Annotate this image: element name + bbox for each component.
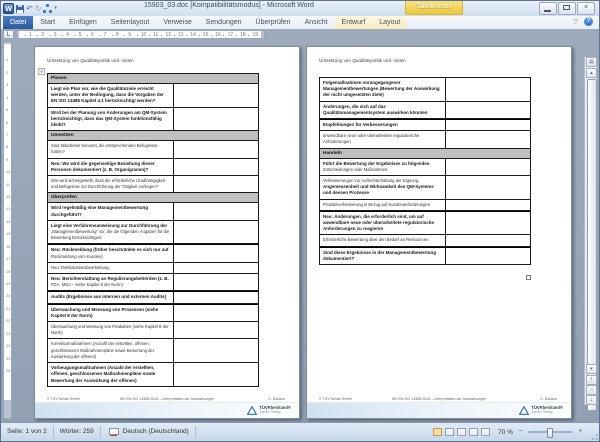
zoom-slider[interactable] <box>528 431 573 433</box>
question-cell[interactable]: Verbesserungen zur Aufrechterhaltung der Eignung, Angemessenheit und Wirksamkeit des QM-Systems und dessen Prozesse <box>320 176 446 199</box>
word-count[interactable]: Wörter: 259 <box>54 426 101 438</box>
table-row <box>48 108 258 132</box>
redo-icon[interactable]: ↻ <box>34 4 42 13</box>
word-logo-icon[interactable]: W <box>3 3 14 14</box>
tab-einfuegen[interactable]: Einfügen <box>69 19 97 26</box>
minimize-button[interactable] <box>539 2 557 15</box>
question-cell[interactable]: Empfehlungen für Verbesserungen <box>320 120 446 130</box>
table-row <box>48 291 258 303</box>
answer-cell[interactable] <box>174 305 258 321</box>
web-layout-view-icon[interactable] <box>457 428 466 436</box>
table-row <box>48 84 258 108</box>
tab-layout[interactable]: Layout <box>372 16 407 29</box>
answer-cell[interactable] <box>174 292 258 302</box>
select-browse-object-icon[interactable]: ○ <box>586 385 597 395</box>
answer-cell[interactable] <box>174 263 258 273</box>
answer-cell[interactable] <box>446 131 530 147</box>
draft-view-icon[interactable] <box>481 428 490 436</box>
answer-cell[interactable] <box>446 200 530 210</box>
page-header-text: Umsetzung von Qualitätspolitik und -zielen <box>47 58 134 63</box>
table-row <box>48 363 258 386</box>
question-cell[interactable]: Vorbeugungsmaßnahmen (Anzahl der erstellten, offenen, geschlossenen Maßnahmenpläne sowie Bewertung der Auswirkung der offenen) <box>48 363 174 386</box>
print-layout-view-icon[interactable] <box>433 428 442 436</box>
table-section-header[interactable]: Umsetzen <box>48 131 258 141</box>
tab-selector-button[interactable]: L <box>3 30 14 39</box>
table-section-header[interactable]: Planen <box>48 74 258 84</box>
table-section-header[interactable]: Überprüfen <box>48 193 258 203</box>
language-indicator[interactable]: Deutsch (Deutschland) <box>122 428 189 435</box>
table-row <box>48 304 258 322</box>
answer-cell[interactable] <box>174 221 258 244</box>
question-cell[interactable]: Führt die Bewertung der Ergebnisse zu folgenden Entscheidungen oder Maßnahmen: <box>320 159 446 175</box>
outline-view-icon[interactable] <box>469 428 478 436</box>
table-row <box>320 131 530 148</box>
tuv-triangle-icon <box>247 406 257 415</box>
question-cell[interactable]: Korrekturmaßnahmen (Anzahl der erstellten, offenen, geschlossenen Maßnahmenpläne sowie Bewertung der Auswirkung der offenen) <box>48 339 174 362</box>
answer-cell[interactable] <box>174 203 258 219</box>
footer-book-title: Die EN ISO 13485:2016 – Interpretation der Anforderungen <box>119 397 215 401</box>
question-cell[interactable]: Sind Mitarbeiter benannt, die entsprechenden Befugnisse haben? <box>48 141 174 157</box>
question-cell[interactable]: Neu: Reklamationsbearbeitung; <box>48 263 174 273</box>
customize-qat-dropdown-icon[interactable]: ▾ <box>54 5 57 11</box>
answer-cell[interactable] <box>174 141 258 157</box>
tab-entwurf[interactable]: Entwurf <box>335 16 373 29</box>
table-row <box>48 176 258 193</box>
table-row <box>320 102 530 119</box>
next-page-icon[interactable]: ⇣ <box>586 395 597 405</box>
table-section-header[interactable]: Handeln <box>320 149 530 159</box>
help-icon[interactable]: ? <box>584 17 593 26</box>
tab-sendungen[interactable]: Sendungen <box>205 19 242 26</box>
spellcheck-icon[interactable] <box>109 428 118 436</box>
tab-start[interactable]: Start <box>40 19 56 26</box>
document-area <box>1 29 599 423</box>
table-row <box>320 247 530 264</box>
restore-button[interactable] <box>558 2 576 15</box>
tuv-rheinland-logo <box>247 406 291 415</box>
question-cell[interactable]: Sind diese Ergebnisse in der Managementbewertung dokumentiert? <box>320 248 446 264</box>
answer-cell[interactable] <box>446 120 530 130</box>
table-row <box>48 339 258 363</box>
contextual-tool-group-label: Tabellentools <box>405 1 463 15</box>
status-bar <box>1 422 599 441</box>
answer-cell[interactable] <box>446 159 530 175</box>
question-cell[interactable]: Neu: Berichterstattung an Regulierungsbehörden (z. B. FDA, MDA – siehe Kapitel 8 der Norm) <box>48 274 174 290</box>
zoom-out-icon[interactable]: − <box>518 427 523 435</box>
question-cell[interactable]: Wie wird sichergestellt, dass die erforderliche Unabhängigkeit und Befugnisse zur Durchführung der Tätigkeit vorliegen? <box>48 176 174 192</box>
table-row <box>48 322 258 339</box>
tuv-logo-tagline: Genau. Richtig. <box>531 409 554 414</box>
undo-icon[interactable]: ↶ <box>26 4 33 13</box>
tab-ansicht[interactable]: Ansicht <box>304 19 328 26</box>
question-cell[interactable]: Folgemaßnahmen vorangegangener Managementbewertungen (Bewertung der Auswirkung der nicht umgesetzten Ziele) <box>320 78 446 101</box>
question-cell[interactable]: Wird regelmäßig eine Managementbewertung durchgeführt? <box>48 203 174 219</box>
answer-cell[interactable] <box>174 176 258 192</box>
quick-access-toolbar <box>3 2 57 15</box>
tab-seitenlayout[interactable]: Seitenlayout <box>110 19 150 26</box>
question-cell[interactable]: Liegt eine Verfahrensanweisung zur Durchführung der „Managementbewertung“ vor, die die folgenden Angaben für die Bewertung berücksichtigen: <box>48 221 174 244</box>
ribbon-tab-row <box>1 16 599 30</box>
vertical-ruler[interactable]: 1 2 3 4 5 6 7 8 9 10 11 12 13 14 15 16 17 18 19 20 21 22 23 24 25 26 <box>3 41 12 419</box>
page-2[interactable] <box>306 46 572 419</box>
question-cell[interactable]: Erforderliche Bewertung über den Bedarf an Ressourcen <box>320 235 446 245</box>
title-bar <box>1 1 599 17</box>
previous-page-icon[interactable]: ⇡ <box>586 375 597 385</box>
question-cell[interactable]: Liegt ein Plan vor, wie die Qualitätsziele erreicht werden, unter der Bedingung, dass die Vorgaben der EN ISO 13485 Kapitel 4.1 berücksichtigt werden? <box>48 84 174 107</box>
tuv-logo-text: TÜVRheinland® <box>531 405 563 410</box>
footer-copyright: © TÜV Media GmbH <box>47 397 80 401</box>
table-move-handle-icon[interactable]: ✛ <box>39 69 44 75</box>
tab-datei[interactable]: Datei <box>3 16 33 29</box>
table-end-marker <box>526 275 531 280</box>
tuv-rheinland-logo <box>519 406 563 415</box>
page-indicator[interactable]: Seite: 1 von 2 <box>1 426 54 438</box>
checklist-table <box>319 77 531 265</box>
answer-cell[interactable] <box>174 363 258 386</box>
tuv-triangle-icon <box>519 406 529 415</box>
scroll-up-icon[interactable]: ▴ <box>586 68 597 78</box>
table-row <box>320 176 530 200</box>
ruler-toggle-icon[interactable]: ▤ <box>586 57 597 67</box>
org-chart-icon[interactable] <box>43 4 52 13</box>
table-row <box>48 141 258 158</box>
answer-cell[interactable] <box>446 102 530 118</box>
resize-grip[interactable] <box>590 432 598 440</box>
table-row <box>320 200 530 211</box>
table-row <box>320 119 530 131</box>
window-title: 15903_03.doc [Kompatibilitätsmodus] - Microsoft Word <box>144 2 314 9</box>
save-icon[interactable] <box>16 5 24 13</box>
table-row <box>48 203 258 220</box>
footer-book-title: Die EN ISO 13485:2016 – Interpretation der Anforderungen <box>391 397 487 401</box>
tuv-logo-text: TÜVRheinland® <box>259 405 291 410</box>
tuv-logo-tagline: Genau. Richtig. <box>259 409 282 414</box>
table-row <box>48 274 258 291</box>
answer-cell[interactable] <box>446 176 530 199</box>
zoom-in-icon[interactable]: + <box>578 427 583 435</box>
question-cell[interactable]: Neu: Rückmeldung (früher beschränkte es sich nur auf Rückmeldung vom Kunden) <box>48 245 174 261</box>
fullscreen-reading-view-icon[interactable] <box>445 428 454 436</box>
ribbon-collapse-icon[interactable]: ▽ <box>573 19 578 25</box>
question-cell[interactable]: Neu: Wo wird die gegenseitige Beziehung dieser Personen dokumentiert (z. B. Organigramm)? <box>48 159 174 175</box>
table-row <box>320 235 530 246</box>
footer-author: C. Dauses <box>540 397 557 401</box>
table-row <box>48 221 258 245</box>
vertical-scrollbar[interactable] <box>584 57 597 405</box>
answer-cell[interactable] <box>174 322 258 338</box>
question-cell[interactable]: Produktverbesserung in Bezug auf Kundenanforderungen <box>320 200 446 210</box>
answer-cell[interactable] <box>174 108 258 131</box>
answer-cell[interactable] <box>446 235 530 245</box>
question-cell[interactable]: anwendbare neue oder überarbeitete regulatorische Anforderungen <box>320 131 446 147</box>
question-cell[interactable]: Wird bei der Planung von Änderungen am QM-System berücksichtigt, dass das QM-System funktionsfähig bleibt? <box>48 108 174 131</box>
answer-cell[interactable] <box>446 248 530 264</box>
question-cell[interactable]: Änderungen, die sich auf das Qualitätsmanagementsystem auswirken könnten <box>320 102 446 118</box>
answer-cell[interactable] <box>174 245 258 261</box>
answer-cell[interactable] <box>174 339 258 362</box>
answer-cell[interactable] <box>174 274 258 290</box>
answer-cell[interactable] <box>174 159 258 175</box>
page-1[interactable] <box>34 46 300 419</box>
scrollbar-thumb[interactable] <box>587 79 597 411</box>
answer-cell[interactable] <box>446 212 530 235</box>
question-cell[interactable]: Überwachung und Messung von Prozessen (siehe Kapitel 8 der Norm) <box>48 305 174 321</box>
tab-verweise[interactable]: Verweise <box>163 19 192 26</box>
question-cell[interactable]: Audits (Ergebnisse aus internen und externen Audits) <box>48 292 174 302</box>
question-cell[interactable]: Überwachung und Messung von Produkten (siehe Kapitel 8 der Norm) <box>48 322 174 338</box>
checklist-table <box>47 73 259 387</box>
answer-cell[interactable] <box>446 78 530 101</box>
tab-ueberpruefen[interactable]: Überprüfen <box>255 19 291 26</box>
table-row <box>320 78 530 102</box>
close-button[interactable]: × <box>577 2 595 15</box>
table-row <box>320 211 530 236</box>
footer-copyright: © TÜV Media GmbH <box>319 397 352 401</box>
horizontal-ruler[interactable]: 1 2 3 4 5 6 7 8 9 10 11 12 13 14 15 16 17 18 19 <box>16 30 265 39</box>
table-row <box>320 159 530 176</box>
scroll-down-icon[interactable]: ▾ <box>586 364 597 374</box>
question-cell[interactable]: Neu: Änderungen, die erforderlich sind, um auf anwendbare neue oder überarbeitete regulatorische Anforderungen zu reagieren <box>320 212 446 235</box>
table-row <box>48 159 258 176</box>
zoom-slider-thumb[interactable] <box>547 428 553 438</box>
zoom-level[interactable]: 70 % <box>498 428 513 436</box>
footer-author: C. Dauses <box>268 397 285 401</box>
page-header-text: Umsetzung von Qualitätspolitik und -zielen <box>319 58 406 63</box>
table-row <box>48 263 258 274</box>
table-row <box>48 244 258 262</box>
answer-cell[interactable] <box>174 84 258 107</box>
